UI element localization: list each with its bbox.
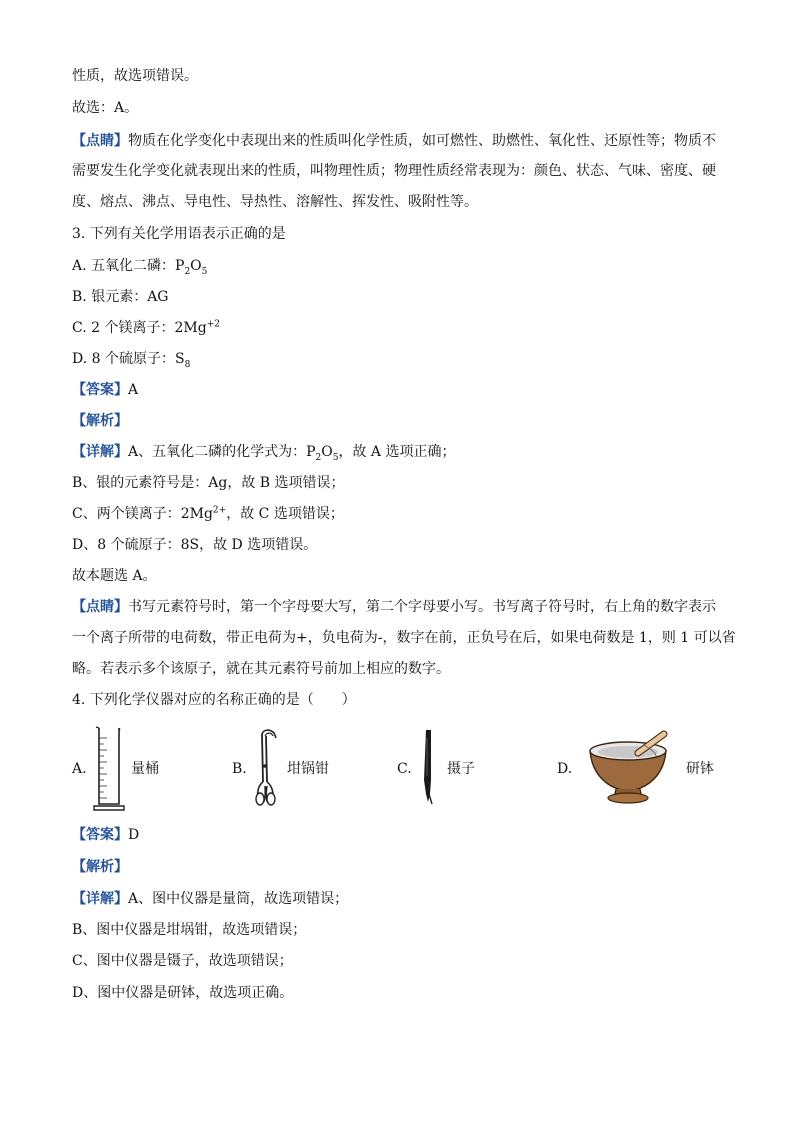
analysis-tag: 【解析】 bbox=[72, 859, 128, 875]
detail-tag: 【详解】 bbox=[72, 444, 128, 460]
text-span: ，故 A 选项正确； bbox=[338, 444, 456, 460]
superscript: +2 bbox=[206, 319, 220, 330]
detail-line bbox=[72, 442, 456, 462]
dianjing-tag: 【点睛】 bbox=[72, 133, 128, 149]
option-c bbox=[72, 318, 220, 338]
text-span: ，故 C 选项错误； bbox=[226, 506, 344, 522]
text-line: D、图中仪器是研钵，故选项正确。 bbox=[72, 985, 294, 1001]
text-span: O bbox=[321, 444, 333, 460]
text-line: 略。若表示多个该原子，就在其元素符号前加上相应的数字。 bbox=[72, 661, 450, 677]
mortar-and-pestle-icon bbox=[586, 731, 672, 807]
answer-tag: 【答案】 bbox=[72, 827, 128, 843]
option-c-letter: C. bbox=[397, 761, 412, 777]
option-c-name: 摄子 bbox=[447, 761, 475, 777]
option-a bbox=[72, 256, 207, 276]
text-span: C、两个镁离子：2Mg bbox=[72, 506, 213, 522]
text-span: D. 8 个硫原子：S bbox=[72, 351, 185, 367]
text-line: 度、熔点、沸点、导电性、导热性、溶解性、挥发性、吸附性等。 bbox=[72, 194, 478, 210]
text-line: 性质，故选项错误。 bbox=[72, 68, 198, 84]
dianjing-paragraph bbox=[72, 131, 716, 151]
option-b: B. 银元素：AG bbox=[72, 289, 169, 305]
superscript: 2+ bbox=[212, 505, 227, 516]
graduated-cylinder-icon bbox=[93, 726, 125, 812]
text-line: B、银的元素符号是：Ag，故 B 选项错误； bbox=[72, 475, 345, 491]
text-span: A. 五氧化二磷：P bbox=[72, 258, 185, 274]
option-d bbox=[72, 349, 190, 369]
option-a-name: 量桶 bbox=[131, 761, 159, 777]
text-line: 一个离子所带的电荷数，带正电荷为+，负电荷为-，数字在前，正负号在后，如果电荷数是 1，则 1 可以省 bbox=[72, 630, 736, 646]
text-span: A、图中仪器是量筒，故选项错误； bbox=[128, 891, 349, 907]
subscript: 8 bbox=[184, 359, 191, 370]
option-b-letter: B. bbox=[232, 761, 247, 777]
text-line bbox=[72, 504, 344, 524]
question-stem: 3. 下列有关化学用语表示正确的是 bbox=[72, 226, 286, 242]
analysis-line bbox=[72, 857, 128, 877]
answer-line bbox=[72, 380, 138, 400]
detail-line bbox=[72, 889, 348, 909]
text-line: D、8 个硫原子：8S，故 D 选项错误。 bbox=[72, 537, 318, 553]
detail-tag: 【详解】 bbox=[72, 891, 128, 907]
option-d-name: 研钵 bbox=[686, 761, 714, 777]
analysis-tag: 【解析】 bbox=[72, 413, 128, 429]
option-d-letter: D. bbox=[557, 761, 573, 777]
dianjing-tag: 【点睛】 bbox=[72, 599, 128, 615]
option-a-letter: A. bbox=[72, 761, 87, 777]
answer-value: A bbox=[128, 382, 139, 398]
text-line: C、图中仪器是镊子，故选项错误； bbox=[72, 953, 293, 969]
dianjing-paragraph bbox=[72, 597, 716, 617]
answer-value: D bbox=[128, 827, 140, 843]
answer-tag: 【答案】 bbox=[72, 382, 128, 398]
answer-line bbox=[72, 825, 139, 845]
tweezers-icon bbox=[418, 728, 440, 808]
option-b-name: 坩锅钳 bbox=[287, 761, 329, 777]
subscript: 5 bbox=[332, 452, 339, 463]
analysis-line bbox=[72, 411, 128, 431]
text-span: A、五氧化二磷的化学式为：P bbox=[128, 444, 316, 460]
text-line: 故选：A。 bbox=[72, 100, 139, 116]
text-span: C. 2 个镁离子：2Mg bbox=[72, 320, 207, 336]
conclusion-line: 故本题选 A。 bbox=[72, 568, 157, 584]
subscript: 2 bbox=[184, 266, 191, 277]
text-span: O bbox=[190, 258, 202, 274]
crucible-tongs-icon bbox=[250, 728, 282, 812]
subscript: 5 bbox=[201, 266, 208, 277]
question-stem: 4. 下列化学仪器对应的名称正确的是（ ） bbox=[72, 692, 356, 708]
text-span: 书写元素符号时，第一个字母要大写，第二个字母要小写。书写离子符号时，右上角的数字表示 bbox=[128, 599, 716, 615]
text-line: B、图中仪器是坩埚钳，故选项错误； bbox=[72, 922, 307, 938]
text-span: 物质在化学变化中表现出来的性质叫化学性质，如可燃性、助燃性、氧化性、还原性等；物质不 bbox=[128, 133, 716, 149]
text-line: 需要发生化学变化就表现出来的性质，叫物理性质；物理性质经常表现为：颜色、状态、气味、密度、硬 bbox=[72, 163, 716, 179]
subscript: 2 bbox=[315, 452, 322, 463]
